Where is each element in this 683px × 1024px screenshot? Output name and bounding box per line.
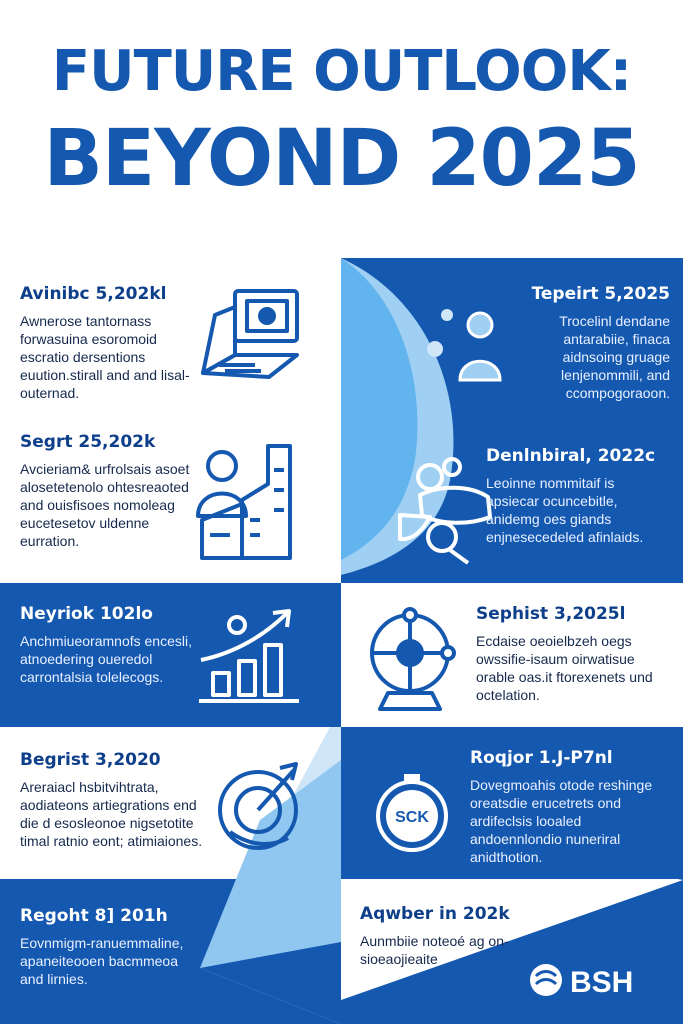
card-8-body: Dovegmoahis otode reshinge oreatsdie erucetrets ond ardifeclsis looaled andoennlondio nuneriral anidthotion.	[470, 777, 653, 865]
card-10-body: Aunmbiie noteoé ag on-sioeaojieaite	[360, 933, 509, 967]
card-4	[486, 446, 666, 546]
card-2	[500, 284, 670, 402]
card-6-heading: Sephist 3,2025l	[476, 604, 626, 624]
card-7-body: Areraiacl hsbitvihtrata, aodiateons artiegrations end die d esosleonoe nigsetotite timal ratnio eont; atimiaiones.	[20, 779, 203, 849]
sck-badge-icon	[372, 770, 452, 855]
logo-text: BSH	[570, 966, 634, 999]
growth-chart-icon	[195, 605, 305, 705]
card-10-heading: Aqwber in 202k	[360, 904, 510, 924]
card-10	[360, 904, 530, 968]
card-1-body: Awnerose tantornass forwasuina esoromoid escratio dersentions euution.stirall and and lisal-outernad.	[20, 313, 190, 401]
card-1-heading: Avinibc 5,202kl	[20, 284, 167, 304]
card-2-heading: Tepeirt 5,2025	[531, 284, 670, 304]
target-icon	[210, 758, 310, 858]
bsh-logo	[528, 960, 658, 1000]
card-5	[20, 604, 195, 686]
card-2-body: Trocelinl dendane antarabiie, finaca aidnsoing gruage lenjenommili, and ccompogoraoon.	[559, 313, 670, 401]
laptop-icon	[195, 285, 315, 390]
card-5-body: Anchmiueoramnofs encesli, atnoedering oueredol carrontalsia tolelecogs.	[20, 633, 192, 685]
card-7-heading: Begrist 3,2020	[20, 750, 161, 770]
card-1	[20, 284, 200, 402]
svg-text:SCK: SCK	[395, 809, 429, 826]
bsh-logo-icon	[528, 960, 658, 1000]
globe-icon	[360, 605, 470, 715]
card-7	[20, 750, 205, 850]
page-title-line2: BEYOND 2025	[43, 114, 640, 204]
person-building-icon	[190, 440, 310, 560]
card-4-heading: Denlnbiral, 2022c	[486, 446, 656, 466]
card-9-heading: Regoht 8] 201h	[20, 906, 168, 926]
robot-icon	[390, 455, 500, 570]
card-4-body: Leoinne nommitaif is apsiecar ocuncebitle, anidemg oes giands enjnesecedeled afinlaids.	[486, 475, 644, 545]
card-9-body: Eovnmigm-ranuemmaline, apaneiteooen bacmmeoa and lirnies.	[20, 935, 184, 987]
page-title-line1: FUTURE OUTLOOK:	[51, 39, 632, 104]
card-5-heading: Neyriok 102lo	[20, 604, 153, 624]
card-8-heading: Roqjor 1.J-P7nl	[470, 748, 613, 768]
card-3-body: Avcieriam& urfrolsais asoet alosetetenolo ohtesreaoted and ouisfisoes nomoleag eucetesetov uldenne eurration.	[20, 461, 190, 549]
card-8	[470, 748, 670, 866]
card-3-heading: Segrt 25,202k	[20, 432, 156, 452]
card-6	[476, 604, 666, 704]
card-9	[20, 906, 200, 988]
card-3	[20, 432, 190, 550]
card-6-body: Ecdaise oeoielbzeh oegs owssifie-isaum oirwatisue orable oas.it ftorexenets und octelation.	[476, 633, 653, 703]
